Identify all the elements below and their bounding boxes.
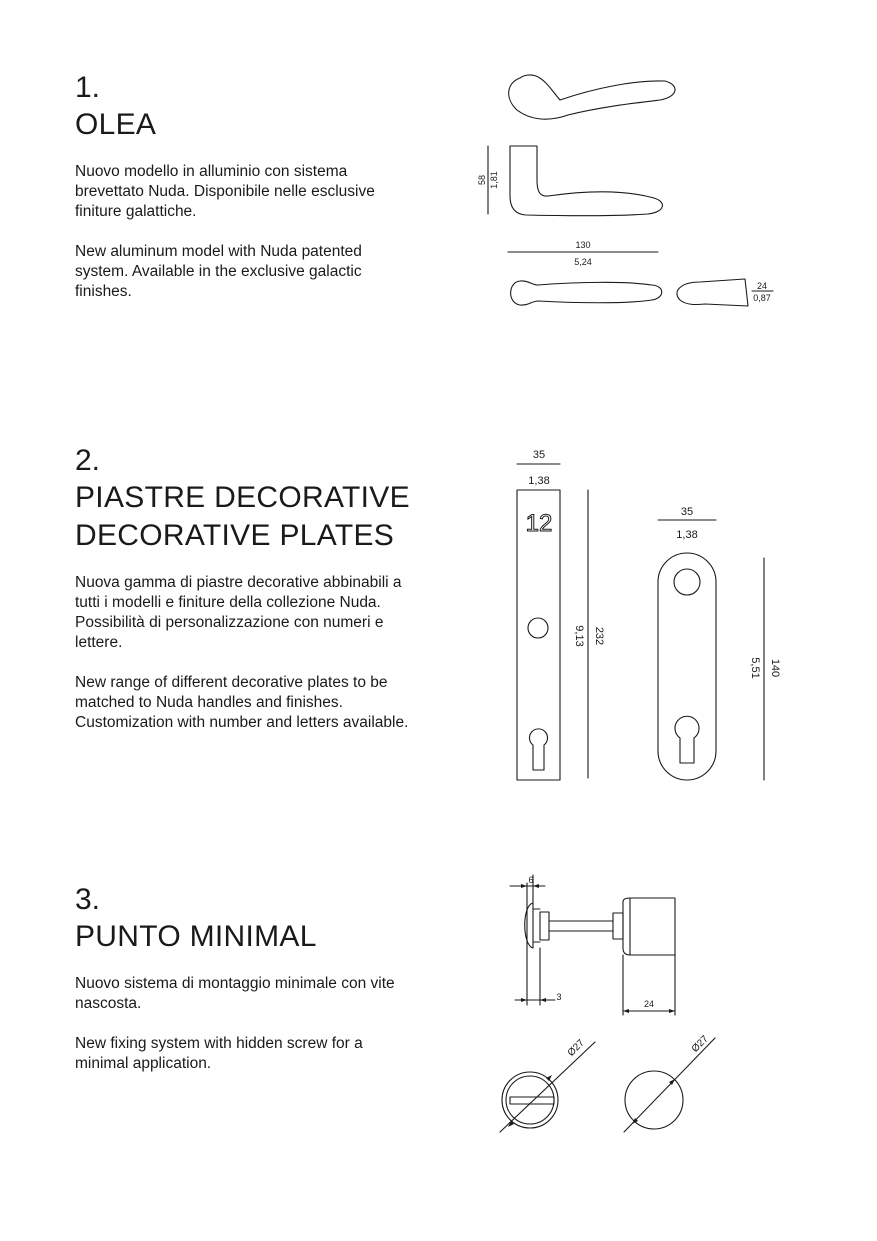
section-number: 2. [75,444,101,477]
olea-side-view [510,146,662,216]
olea-length-in: 5,24 [574,257,592,267]
knob-dim-length: 24 [643,999,655,1009]
oval-plate-height-mm: 140 [769,658,781,678]
oval-plate-keyhole [675,716,699,763]
section-number: 1. [75,71,101,104]
olea-length-mm: 130 [575,240,591,250]
rect-plate-width-in: 1,38 [528,475,550,487]
rect-plate-height-mm: 232 [593,626,605,646]
oval-plate-width-in: 1,38 [676,529,698,541]
knob-washer [540,912,549,940]
section-title: PUNTO MINIMAL [75,920,317,953]
olea-top-view [509,75,675,119]
knob-diameter-2: Ø27 [689,1033,711,1055]
oval-plate-width-mm: 35 [680,506,694,518]
olea-depth-mm: 24 [756,281,768,291]
section-number: 3. [75,883,101,916]
knob-dim-top: 6 [528,875,534,885]
oval-plate-height-in: 5,51 [749,657,761,679]
section-title: OLEA [75,108,157,141]
olea-height-mm: 58 [477,174,487,186]
description-english: New aluminum model with Nuda patented system. Available in the exclusive galactic finishes. [75,243,362,300]
knob-collar [613,913,623,939]
description-italian: Nuova gamma di piastre decorative abbinabili a tutti i modelli e finiture della collezione Nuda. Possibilità di personalizzazione con numeri e lettere. [75,574,402,651]
oval-plate [658,553,716,780]
section-title-line-1: PIASTRE DECORATIVE [75,481,410,514]
knob-diameter-1: Ø27 [565,1037,587,1059]
description-italian: Nuovo sistema di montaggio minimale con vite nascosta. [75,975,395,1012]
knob-screw-head [525,903,533,948]
rect-plate-width-mm: 35 [532,449,546,461]
knob-dim-gap: 3 [556,992,562,1002]
knob-body [623,898,675,955]
description-english: New range of different decorative plates to be matched to Nuda handles and finishes. Customization with number and letters available. [75,674,409,731]
olea-height-in: 1,81 [489,171,499,189]
description-english: New fixing system with hidden screw for a minimal application. [75,1035,363,1072]
description-italian: Nuovo modello in alluminio con sistema brevettato Nuda. Disponibile nelle esclusive finiture galattiche. [75,163,375,220]
olea-bottom-view [511,281,662,305]
section-title-line-2: DECORATIVE PLATES [75,519,395,552]
plate-number: 12 [525,510,553,537]
rect-plate-height-in: 9,13 [573,625,585,647]
olea-depth-in: 0,87 [753,293,771,303]
rect-plate-keyhole [530,729,548,770]
olea-end-view [677,279,748,306]
